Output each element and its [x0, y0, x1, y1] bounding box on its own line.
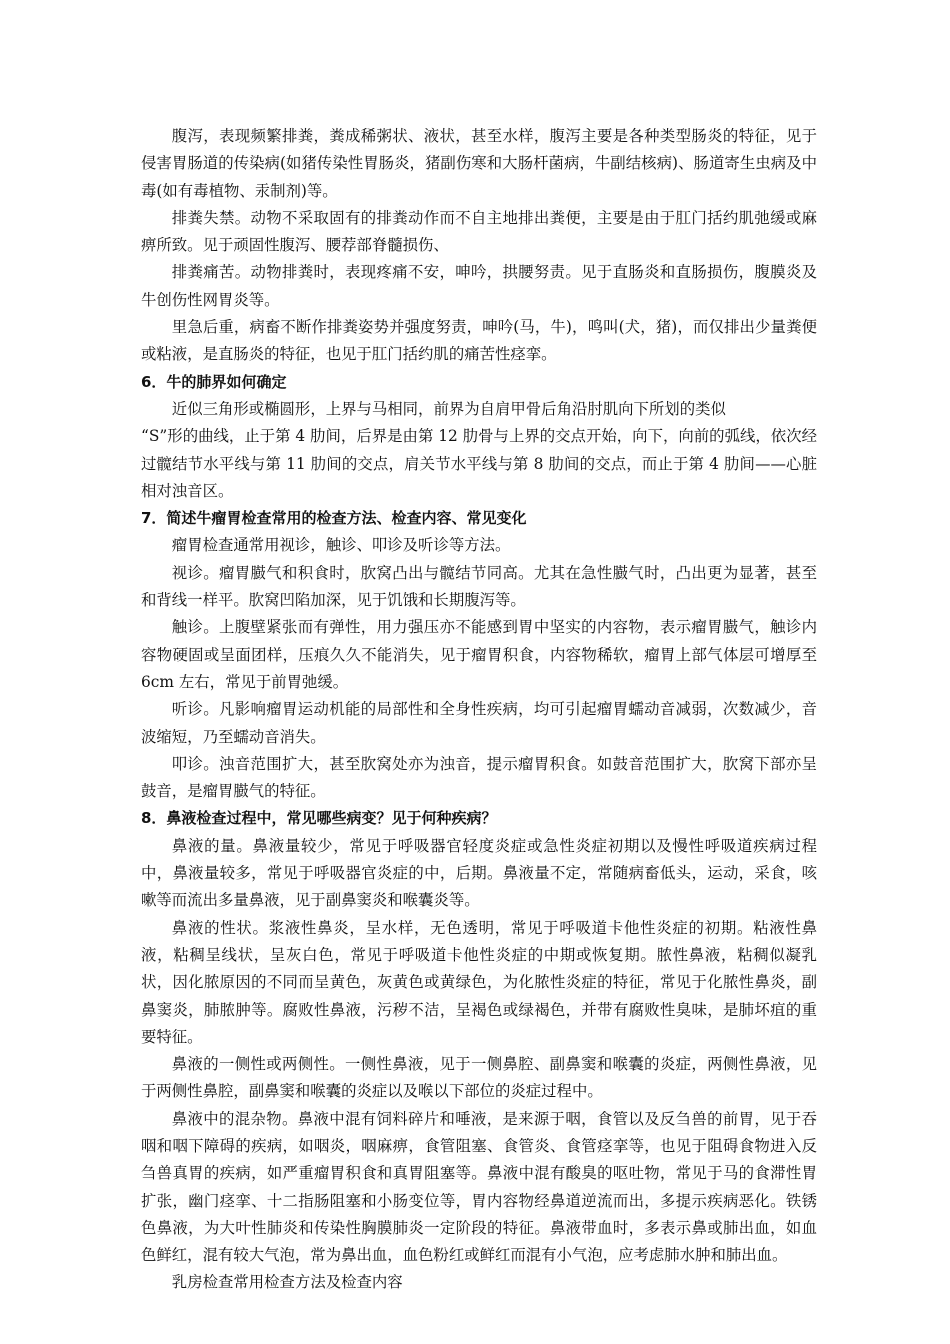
paragraph-lung-boundary-continued: “S”形的曲线，止于第 4 肋间，后界是由第 12 肋骨与上界的交点开始，向下，向前的弧线，依次经过髋结节水平线与第 11 肋间的交点，肩关节水平线与第 8 肋间的交点，而止于第 4 肋间——心脏相对浊音区。 [141, 427, 817, 500]
paragraph-nasal-admixtures: 鼻液中的混杂物。鼻液中混有饲料碎片和唾液，是来源于咽，食管以及反刍兽的前胃，见于吞咽和咽下障碍的疾病，如咽炎，咽麻痹，食管阻塞、食管炎、食管痉挛等，也见于阻碍食物进入反刍兽真胃的疾病，如严重瘤胃积食和真胃阻塞等。鼻液中混有酸臭的呕吐物，常见于马的食滞性胃扩张，幽门痉挛、十二指肠阻塞和小肠变位等，胃内容物经鼻道逆流而出，多提示疾病恶化。铁锈色鼻液，为大叶性肺炎和传染性胸膜肺炎一定阶段的特征。鼻液带血时，多表示鼻或肺出血，如血色鲜红，混有较大气泡，常为鼻出血，血色粉红或鲜红而混有小气泡，应考虑肺水肿和肺出血。 [141, 1109, 817, 1265]
paragraph-painful-defecation: 排粪痛苦。动物排粪时，表现疼痛不安，呻吟，拱腰努责。见于直肠炎和直肠损伤，腹膜炎及牛创伤性网胃炎等。 [141, 263, 817, 309]
paragraph-nasal-laterality: 鼻液的一侧性或两侧性。一侧性鼻液，见于一侧鼻腔、副鼻窦和喉囊的炎症，两侧性鼻液，见于两侧性鼻腔，副鼻窦和喉囊的炎症以及喉以下部位的炎症过程中。 [141, 1055, 817, 1101]
paragraph-rumen-methods: 瘤胃检查通常用视诊，触诊、叩诊及听诊等方法。 [171, 536, 511, 555]
paragraph-inspection: 视诊。瘤胃臌气和积食时，肷窝凸出与髋结节同高。尤其在急性臌气时，凸出更为显著，甚至和背线一样平。肷窝凹陷加深，见于饥饿和长期腹泻等。 [141, 563, 817, 610]
section-heading-8: 8．鼻液检查过程中，常见哪些病变？见于何种疾病？ [141, 809, 497, 828]
section-heading-6: 6．牛的肺界如何确定 [141, 372, 287, 391]
paragraph-lung-boundary: 近似三角形或椭圆形，上界与马相同，前界为自肩甲骨后角沿肘肌向下所划的类似 [171, 399, 726, 418]
paragraph-nasal-character: 鼻液的性状。浆液性鼻炎，呈水样，无色透明，常见于呼吸道卡他性炎症的初期。粘液性鼻液，粘稠呈线状，呈灰白色，常见于呼吸道卡他性炎症的中期或恢复期。脓性鼻液，粘稠似凝乳状，因化脓原因的不同而呈黄色，灰黄色或黄绿色，为化脓性炎症的特征，常见于化脓性鼻炎，副鼻窦炎，肺脓肿等。腐败性鼻液，污秽不洁，呈褐色或绿褐色，并带有腐败性臭味，是肺坏疽的重要特征。 [141, 918, 817, 1046]
paragraph-percussion: 叩诊。浊音范围扩大，甚至肷窝处亦为浊音，提示瘤胃积食。如鼓音范围扩大，肷窝下部亦呈鼓音，是瘤胃臌气的特征。 [141, 754, 817, 801]
paragraph-auscultation: 听诊。凡影响瘤胃运动机能的局部性和全身性疾病，均可引起瘤胃蠕动音减弱，次数减少，音波缩短，乃至蠕动音消失。 [141, 700, 817, 746]
paragraph-nasal-amount: 鼻液的量。鼻液量较少，常见于呼吸器官轻度炎症或急性炎症初期以及慢性呼吸道疾病过程中，鼻液量较多，常见于呼吸器官炎症的中，后期。鼻液量不定，常随病畜低头，运动，采食，咳嗽等而流出多量鼻液，见于副鼻窦炎和喉囊炎等。 [141, 836, 817, 910]
paragraph-fecal-incontinence: 排粪失禁。动物不采取固有的排粪动作而不自主地排出粪便，主要是由于肛门括约肌弛缓或麻痹所致。见于顽固性腹泻、腰荐部脊髓损伤、 [141, 208, 817, 255]
paragraph-diarrhea: 腹泻，表现频繁排粪，粪成稀粥状、液状，甚至水样，腹泻主要是各种类型肠炎的特征，见于侵害胃肠道的传染病(如猪传染性胃肠炎，猪副伤寒和大肠杆菌病，牛副结核病)、肠道寄生虫病及中毒(如有毒植物、汞制剂)等。 [141, 127, 817, 200]
paragraph-udder-exam: 乳房检查常用检查方法及检查内容 [171, 1273, 403, 1292]
paragraph-palpation: 触诊。上腹壁紧张而有弹性，用力强压亦不能感到胃中坚实的内容物，表示瘤胃臌气，触诊内容物硬固或呈面团样，压痕久久不能消失，见于瘤胃积食，内容物稀软，瘤胃上部气体层可增厚至 6cm 左右，常见于前胃弛缓。 [141, 618, 817, 691]
paragraph-tenesmus: 里急后重，病畜不断作排粪姿势并强度努责，呻吟(马，牛)，鸣叫(犬，猪)，而仅排出少量粪便或粘液，是直肠炎的特征，也见于肛门括约肌的痛苦性痉挛。 [141, 318, 817, 364]
section-heading-7: 7．简述牛瘤胃检查常用的检查方法、检查内容、常见变化 [141, 509, 527, 528]
document-page [141, 123, 817, 1297]
